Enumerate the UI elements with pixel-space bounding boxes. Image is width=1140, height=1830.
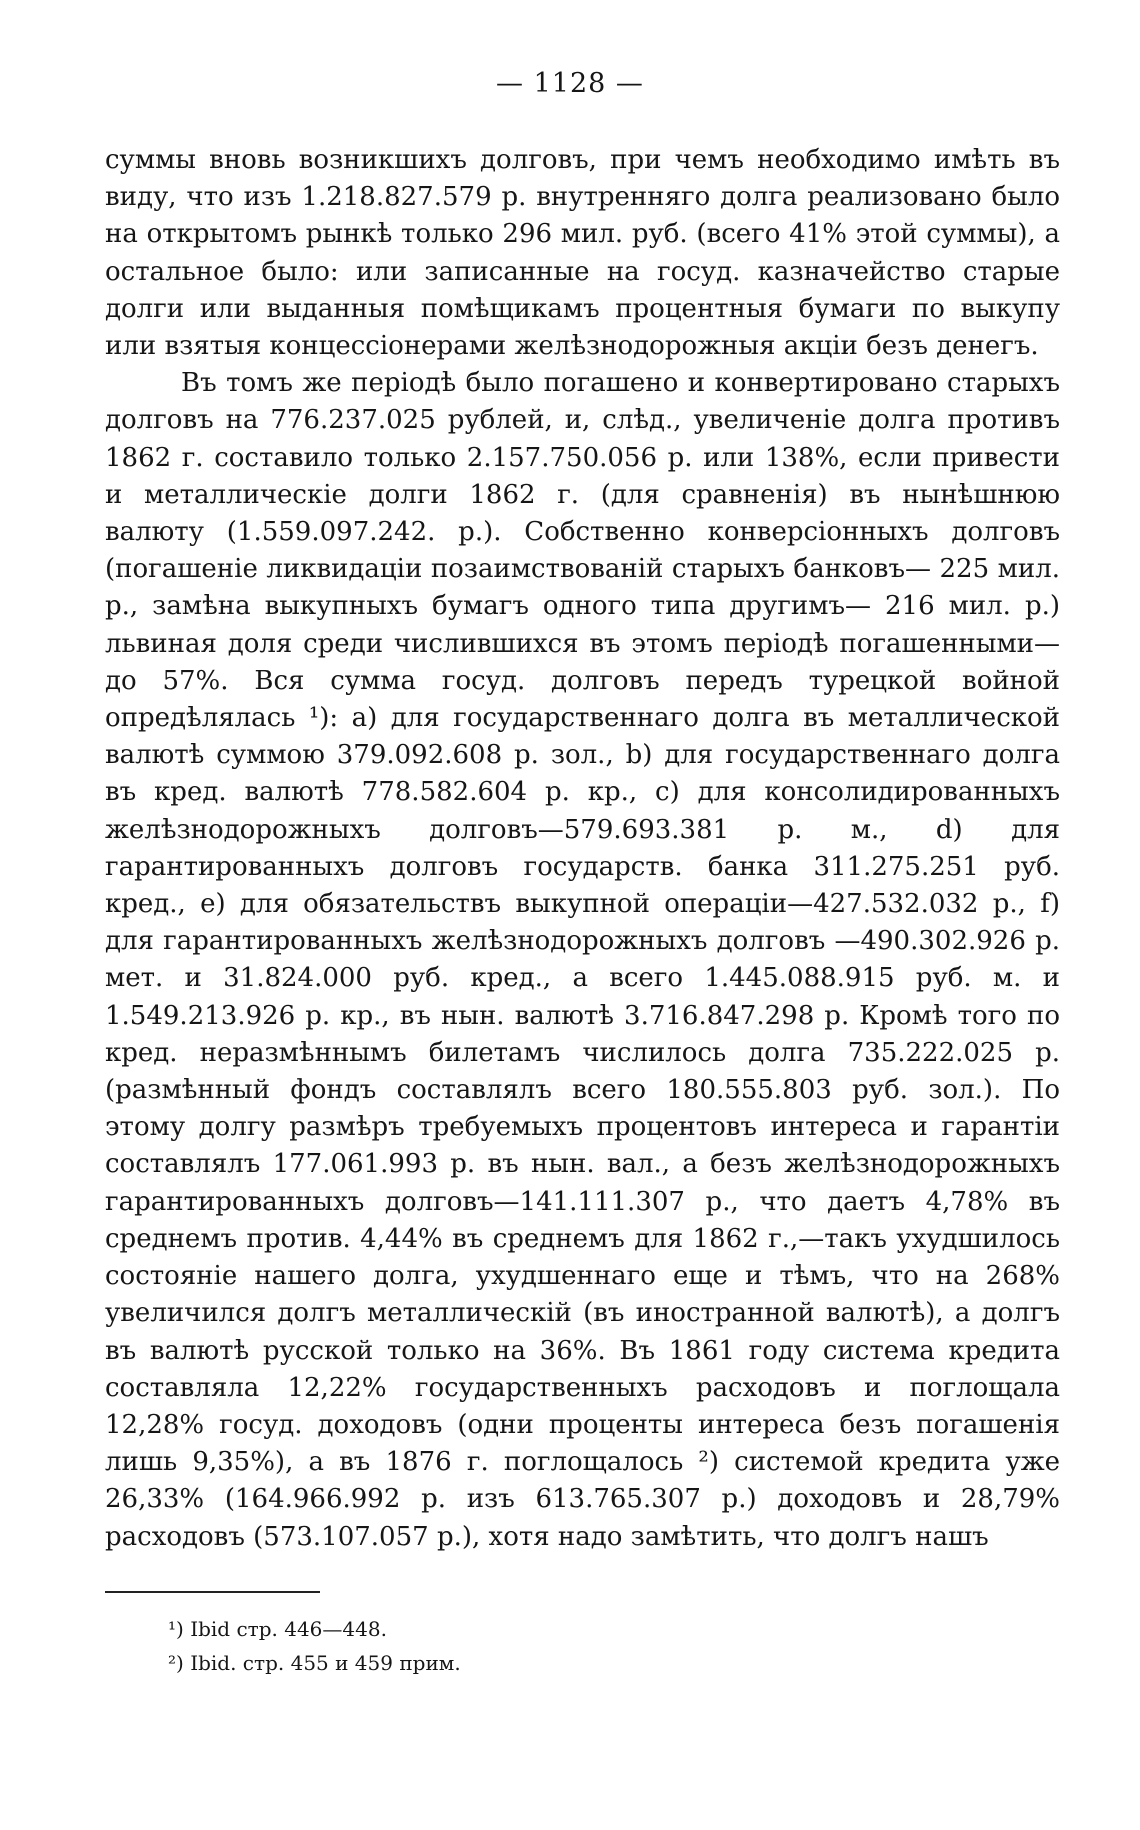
footnote-marker: ²) xyxy=(168,1651,184,1675)
footnote-divider xyxy=(105,1591,320,1593)
page-number: — 1128 — xyxy=(496,68,644,99)
body-text xyxy=(105,142,1060,1556)
paragraph-1: суммы вновь возникшихъ долговъ, при чемъ необходимо имѣть въ виду, что изъ 1.218.827.579 р. внутренняго долга реализовано было на открытомъ рынкѣ только 296 мил. руб. (всего 41% этой суммы), а остальное было: или записанные на госуд. казначейство старые долги или выданныя помѣщикамъ процентныя бумаги по выкупу или взятыя концессіонерами желѣзнодорожныя акціи безъ денегъ. xyxy=(105,145,1060,362)
footnote-text: Ibid. стр. 455 и 459 прим. xyxy=(190,1651,461,1675)
footnote-1 xyxy=(168,1612,461,1646)
footnote-text: Ibid стр. 446—448. xyxy=(190,1617,387,1641)
footnotes xyxy=(168,1612,461,1680)
paragraph-2: Въ томъ же періодѣ было погашено и конвертировано старыхъ долговъ на 776.237.025 рублей, и, слѣд., увеличеніе долга противъ 1862 г. составило только 2.157.750.056 р. или 138%, если привести и металлическіе долги 1862 г. (для сравненія) въ нынѣшнюю валюту (1.559.097.242. р.). Собственно конверсіонныхъ долговъ (погашеніе ликвидаціи позаимствованій старыхъ банковъ— 225 мил. р., замѣна выкупныхъ бумагъ одного типа другимъ— 216 мил. р.) львиная доля среди числившихся въ этомъ періодѣ погашенными—до 57%. Вся сумма госуд. долговъ передъ турецкой войной опредѣлялась ¹): a) для государственнаго долга въ металлической валютѣ суммою 379.092.608 р. зол., b) для государственнаго долга въ кред. валютѣ 778.582.604 р. кр., c) для консолидированныхъ желѣзнодорожныхъ долговъ—579.693.381 р. м., d) для гарантированныхъ долговъ государств. банка 311.275.251 руб. кред., e) для обязательствъ выкупной операціи—427.532.032 р., f) для гарантированныхъ желѣзнодорожныхъ долговъ —490.302.926 р. мет. и 31.824.000 руб. кред., а всего 1.445.088.915 руб. м. и 1.549.213.926 р. кр., въ нын. валютѣ 3.716.847.298 р. Кромѣ того по кред. неразмѣннымъ билетамъ числилось долга 735.222.025 р. (размѣнный фондъ составлялъ всего 180.555.803 руб. зол.). По этому долгу размѣръ требуемыхъ процентовъ интереса и гарантіи составлялъ 177.061.993 р. въ нын. вал., а безъ желѣзнодорожныхъ гарантированныхъ долговъ—141.111.307 р., что даетъ 4,78% въ среднемъ против. 4,44% въ среднемъ для 1862 г.,—такъ ухудшилось состояніе нашего долга, ухудшеннаго еще и тѣмъ, что на 268% увеличился долгъ металлическій (въ иностранной валютѣ), а долгъ въ валютѣ русской только на 36%. Въ 1861 году система кредита составляла 12,22% государственныхъ расходовъ и поглощала 12,28% госуд. доходовъ (одни проценты интереса безъ погашенія лишь 9,35%), а въ 1876 г. поглощалось ²) системой кредита уже 26,33% (164.966.992 р. изъ 613.765.307 р.) доходовъ и 28,79% расходовъ (573.107.057 р.), хотя надо замѣтить, что долгъ нашъ xyxy=(105,368,1060,1552)
footnote-2 xyxy=(168,1646,461,1680)
footnote-marker: ¹) xyxy=(168,1617,184,1641)
